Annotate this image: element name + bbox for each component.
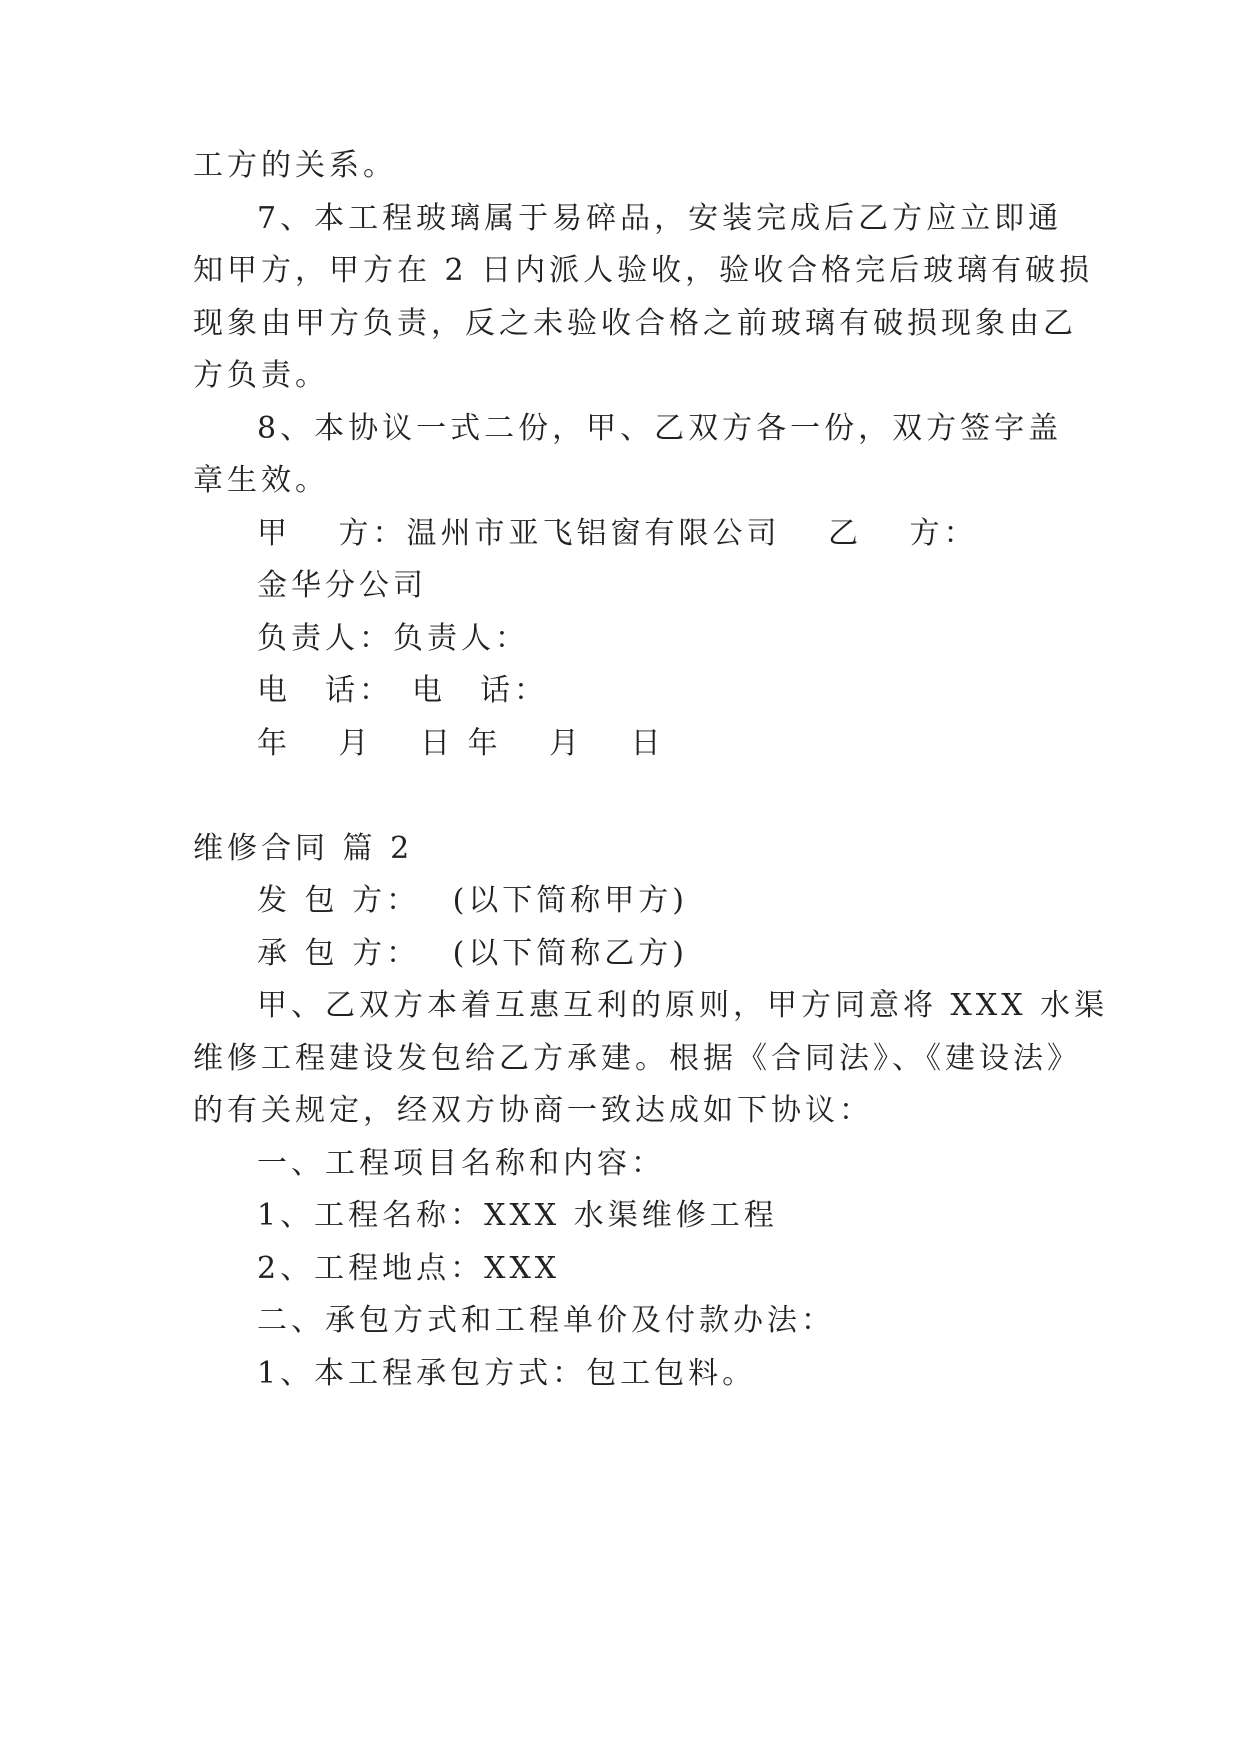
paragraph-line: 甲、乙双方本着互惠互利的原则，甲方同意将 XXX 水渠 <box>257 988 1109 1023</box>
paragraph-line: 二、承包方式和工程单价及付款办法： <box>257 1303 835 1338</box>
signature-phone-line: 电 话： 电 话： <box>257 673 548 708</box>
party-line: 承 包 方： (以下简称乙方) <box>257 936 689 971</box>
paragraph-line: 方负责。 <box>193 358 329 393</box>
paragraph-line: 工方的关系。 <box>193 148 397 183</box>
signature-date-line: 年 月 日 年 月 日 <box>257 726 665 761</box>
paragraph-line: 一、工程项目名称和内容： <box>257 1146 665 1181</box>
paragraph-line: 章生效。 <box>193 463 329 498</box>
paragraph-line: 维修工程建设发包给乙方承建。根据《合同法》、《建设法》 <box>193 1041 1081 1076</box>
paragraph-line: 1、工程名称：XXX 水渠维修工程 <box>257 1198 778 1233</box>
paragraph-line: 知甲方，甲方在 2 日内派人验收，验收合格完后玻璃有破损 <box>193 253 1094 288</box>
signature-party-line: 金华分公司 <box>257 568 427 603</box>
signature-party-line: 甲 方：温州市亚飞铝窗有限公司 乙 方： <box>257 516 978 551</box>
section-title: 维修合同 篇 2 <box>193 831 414 866</box>
paragraph-line: 8、本协议一式二份，甲、乙双方各一份，双方签字盖 <box>257 411 1063 446</box>
paragraph-line: 现象由甲方负责，反之未验收合格之前玻璃有破损现象由乙 <box>193 306 1077 341</box>
paragraph-line: 2、工程地点：XXX <box>257 1251 561 1286</box>
paragraph-line: 7、本工程玻璃属于易碎品，安装完成后乙方应立即通 <box>257 201 1063 236</box>
party-line: 发 包 方： (以下简称甲方) <box>257 883 689 918</box>
signature-person-line: 负责人：负责人： <box>257 621 529 656</box>
paragraph-line: 1、本工程承包方式：包工包料。 <box>257 1356 757 1391</box>
paragraph-line: 的有关规定，经双方协商一致达成如下协议： <box>193 1093 873 1128</box>
